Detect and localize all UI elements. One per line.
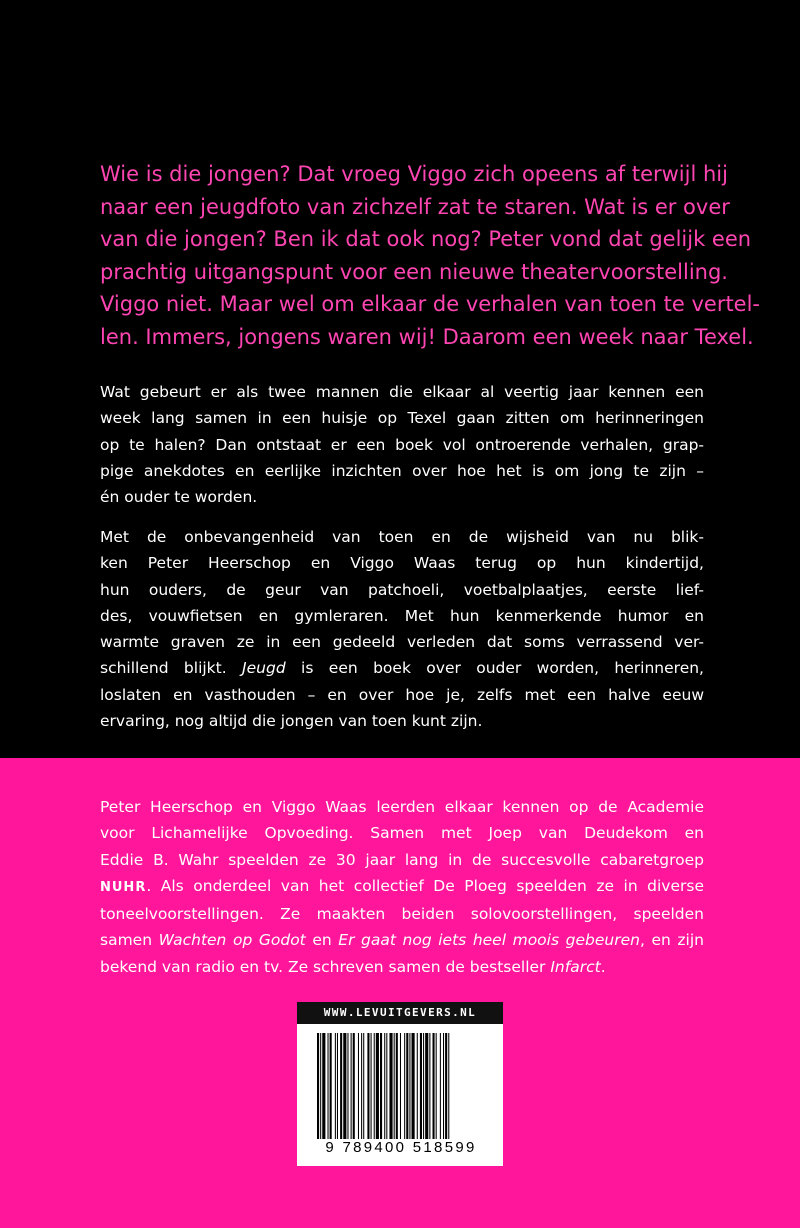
title-er-gaat-nog-iets: Er gaat nog iets heel moois gebeuren: [338, 931, 640, 950]
body-line: ervaring, nog altijd die jongen van toen kunt zijn.: [100, 712, 483, 731]
body-line: ken Peter Heerschop en Viggo Waas terug op hun kindertijd,: [100, 554, 704, 573]
lead-line: Wie is die jongen? Dat vroeg Viggo zich opeens af terwijl hij: [100, 162, 728, 186]
lead-line: naar een jeugdfoto van zichzelf zat te staren. Wat is er over: [100, 194, 730, 219]
title-wachten-op-godot: Wachten op Godot: [158, 931, 306, 950]
lead-line: Viggo niet. Maar wel om elkaar de verhalen van toen te vertel-: [100, 292, 761, 316]
author-bio: [100, 794, 704, 980]
body-line: én ouder te worden.: [100, 488, 258, 507]
body-line: Met de onbevangenheid van toen en de wijsheid van nu blik-: [100, 528, 704, 546]
lead-line: prachtig uitgangspunt voor een nieuwe theatervoorstelling.: [100, 259, 728, 284]
isbn-number: 9 789400 518599: [325, 1139, 477, 1156]
title-infarct: Infarct: [550, 957, 601, 976]
description-paragraph-1: [100, 379, 704, 510]
body-line: hun ouders, de geur van patchoeli, voetbalplaatjes, eerste lief-: [100, 580, 704, 599]
bio-line: toneelvoorstellingen. Ze maakten beiden solovoorstellingen, speelden: [100, 905, 704, 924]
body-line: pige anekdotes en eerlijke inzichten over hoe het is om jong te zijn –: [100, 461, 704, 480]
bio-text: bekend van radio en tv. Ze schreven samen de bestseller: [100, 957, 546, 976]
bio-text: . Als onderdeel van het collectief De Ploeg speelden ze in diverse: [146, 876, 704, 895]
bio-line: Peter Heerschop en Viggo Waas leerden elkaar kennen op de Academie: [100, 798, 704, 816]
lead-line: van die jongen? Ben ik dat ook nog? Peter vond dat gelijk een: [100, 227, 752, 251]
group-name-nuhr: NUHR: [100, 879, 147, 895]
body-line: des, vouwfietsen en gymleraren. Met hun kenmerkende humor en: [100, 606, 704, 625]
bio-text: en: [312, 931, 332, 950]
body-line: warmte graven ze in een gedeeld verleden dat soms verrassend ver-: [100, 633, 704, 652]
body-line: week lang samen in een huisje op Texel gaan zitten om herinneringen: [100, 409, 704, 428]
description-paragraph-2: [100, 524, 704, 734]
body-line: [100, 655, 704, 681]
body-line: op te halen? Dan ontstaat er een boek vol ontroerende verhalen, grap-: [100, 435, 704, 454]
book-title-jeugd: Jeugd: [242, 659, 286, 678]
bio-line: voor Lichamelijke Opvoeding. Samen met Joep van Deudekom en: [100, 824, 704, 843]
bio-line: [100, 873, 704, 901]
lead-line: len. Immers, jongens waren wij! Daarom een week naar Texel.: [100, 324, 754, 349]
bio-line: [100, 927, 704, 953]
barcode-icon: [317, 1033, 483, 1139]
body-text: schillend blijkt.: [100, 659, 227, 678]
lead-paragraph: [100, 158, 761, 353]
bio-line: [100, 954, 704, 980]
bio-line: Eddie B. Wahr speelden ze 30 jaar lang in de succesvolle cabaretgroep: [100, 850, 704, 869]
body-line: Wat gebeurt er als twee mannen die elkaar al veertig jaar kennen een: [100, 383, 704, 401]
bio-text: , en zijn: [639, 931, 704, 950]
publisher-website: WWW.LEVUITGEVERS.NL: [297, 1002, 503, 1024]
body-text: is een boek over ouder worden, herinneren,: [301, 659, 704, 678]
bio-text: .: [600, 957, 606, 976]
barcode-label: [297, 1002, 503, 1166]
bio-text: samen: [100, 931, 153, 950]
body-line: loslaten en vasthouden – en over hoe je, zelfs met een halve eeuw: [100, 685, 704, 704]
